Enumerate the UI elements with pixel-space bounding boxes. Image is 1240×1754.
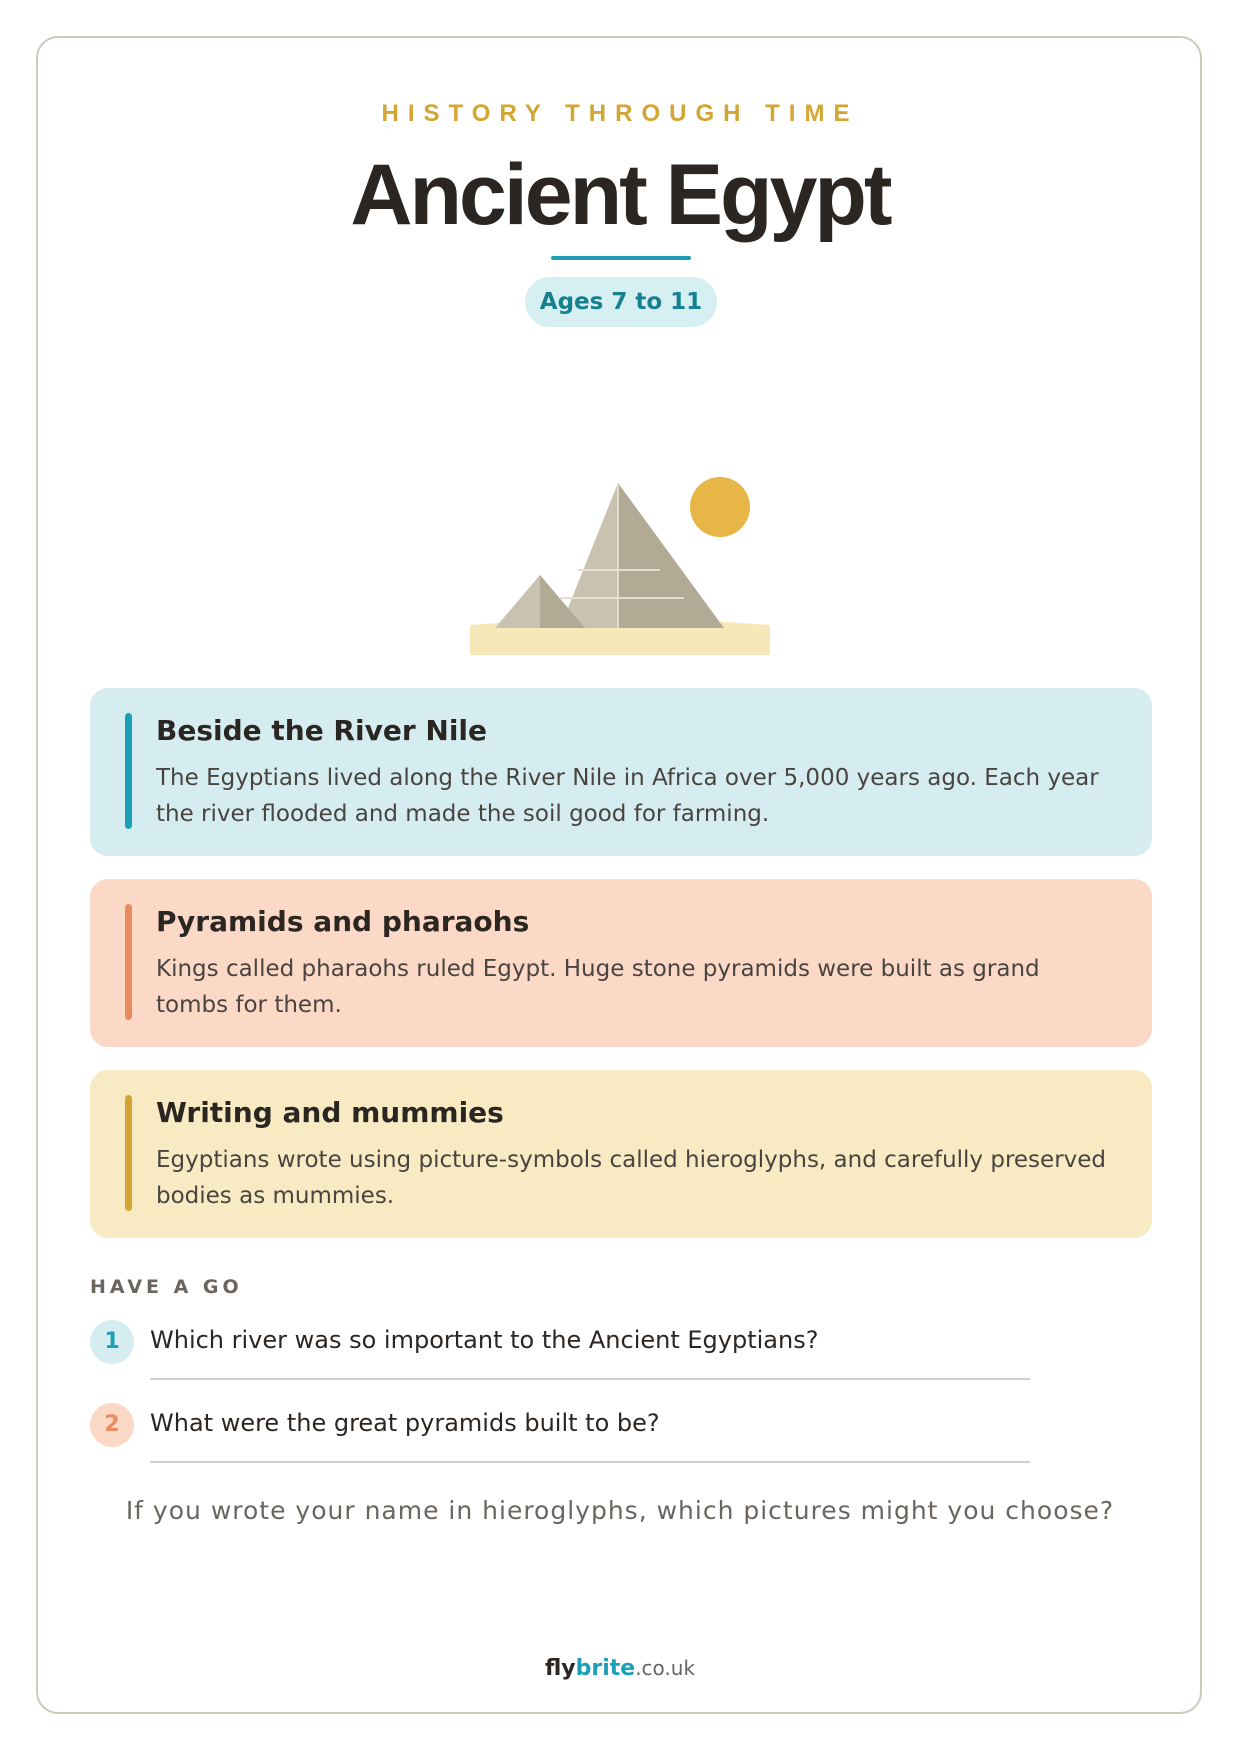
pyramid-illustration xyxy=(470,475,770,655)
card-accent-bar xyxy=(125,713,132,829)
card-body: Egyptians wrote using picture-symbols called hieroglyphs, and carefully preserved bodies as mummies. xyxy=(156,1147,1107,1209)
series-kicker: HISTORY THROUGH TIME xyxy=(381,100,859,127)
question-number: 2 xyxy=(90,1403,134,1447)
sun-icon xyxy=(690,477,750,537)
answer-line[interactable] xyxy=(150,1378,1030,1380)
age-badge: Ages 7 to 11 xyxy=(525,277,717,327)
brand-domain: .co.uk xyxy=(635,1656,696,1680)
question-text: What were the great pyramids built to be? xyxy=(150,1409,660,1437)
question-text: Which river was so important to the Ancient Egyptians? xyxy=(150,1326,819,1354)
card-body: Kings called pharaohs ruled Egypt. Huge stone pyramids were built as grand tombs for them. xyxy=(156,956,1040,1018)
brand-brite: brite xyxy=(575,1656,636,1681)
brand-fly: fly xyxy=(544,1656,576,1681)
fact-card-river-nile xyxy=(90,688,1152,856)
answer-line[interactable] xyxy=(150,1461,1030,1463)
card-body: The Egyptians lived along the River Nile in Africa over 5,000 years ago. Each year the river flooded and made the soil good for farming. xyxy=(156,765,1099,827)
fact-card-writing xyxy=(90,1070,1152,1238)
title-underline xyxy=(551,256,691,260)
question-number: 1 xyxy=(90,1320,134,1364)
card-heading: Writing and mummies xyxy=(156,1096,504,1129)
card-heading: Pyramids and pharaohs xyxy=(156,905,530,938)
activity-heading: HAVE A GO xyxy=(90,1276,243,1298)
card-accent-bar xyxy=(125,1095,132,1211)
card-accent-bar xyxy=(125,904,132,1020)
fact-card-pyramids xyxy=(90,879,1152,1047)
footer-brand xyxy=(0,1656,1240,1681)
reflection-prompt: If you wrote your name in hieroglyphs, which pictures might you choose? xyxy=(125,1496,1115,1525)
card-heading: Beside the River Nile xyxy=(156,714,488,747)
page-title: Ancient Egypt xyxy=(350,147,890,243)
